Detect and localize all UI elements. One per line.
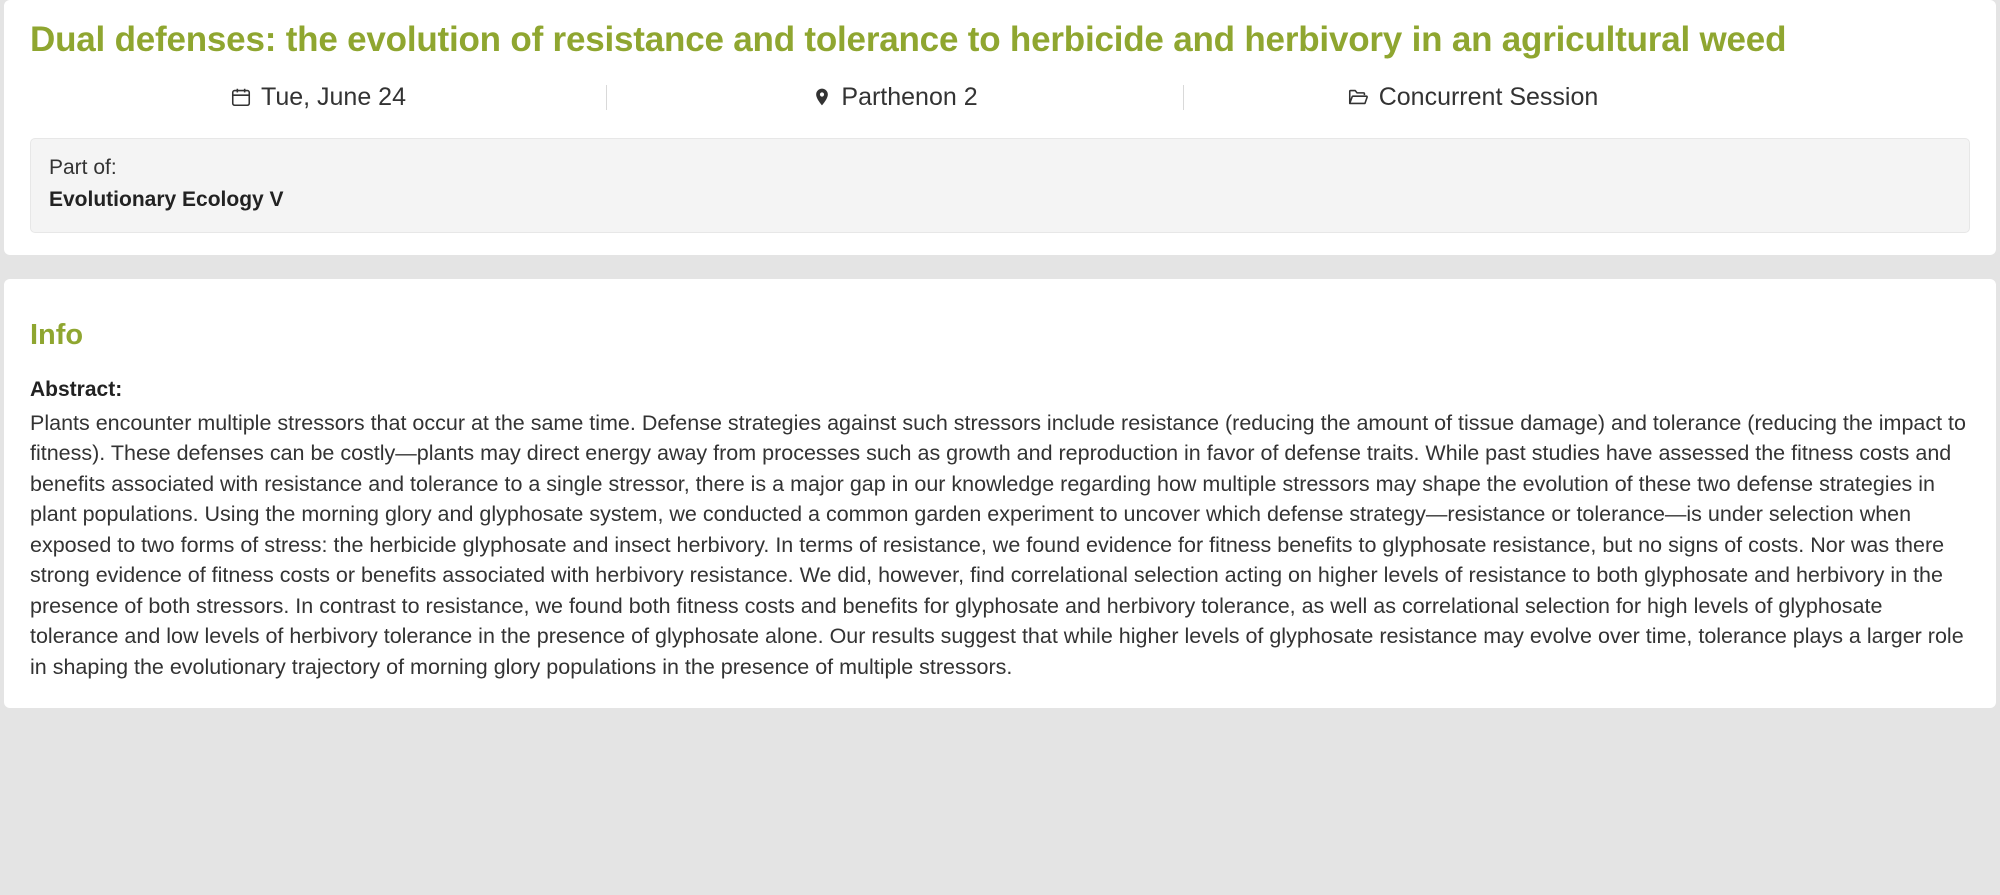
location-pin-icon — [812, 86, 832, 108]
part-of-label: Part of: — [49, 155, 117, 179]
info-card — [4, 279, 1996, 709]
session-date — [30, 83, 606, 112]
card-separator — [0, 255, 2000, 279]
abstract-text: Plants encounter multiple stressors that occur at the same time. Defense strategies against such stressors include resistance (reducing the amount of tissue damage) and tolerance (reducing the impact to fitness). These defenses can be costly—plants may direct energy away from processes such as growth and reproduction in favor of defense traits. While past studies have assessed the fitness costs and benefits associated with resistance and tolerance to a single stressor, there is a major gap in our knowledge regarding how multiple stressors may shape the evolution of these two defense strategies in plant populations. Using the morning glory and glyphosate system, we conducted a common garden experiment to uncover which defense strategy—resistance or tolerance—is under selection when exposed to two forms of stress: the herbicide glyphosate and insect herbivory. In terms of resistance, we found evidence for fitness benefits to glyphosate resistance, but no signs of costs. Nor was there strong evidence of fitness costs or benefits associated with herbivory resistance. We did, however, find correlational selection acting on higher levels of resistance to both glyphosate and herbivory in the presence of both stressors. In contrast to resistance, we found both fitness costs and benefits for glyphosate and herbivory tolerance, as well as correlational selection for high levels of glyphosate tolerance and low levels of herbivory tolerance in the presence of glyphosate alone. Our results suggest that while higher levels of glyphosate resistance may evolve over time, tolerance plays a larger role in shaping the evolutionary trajectory of morning glory populations in the presence of multiple stressors. — [30, 410, 1966, 679]
session-type — [1184, 83, 1760, 112]
page-title: Dual defenses: the evolution of resistance and tolerance to herbicide and herbivory in an agricultural weed — [30, 20, 1787, 59]
part-of-panel — [30, 138, 1970, 233]
abstract-label: Abstract: — [30, 377, 123, 401]
calendar-icon — [230, 86, 252, 108]
session-location-label: Parthenon 2 — [841, 82, 978, 111]
session-location — [607, 83, 1183, 112]
part-of-value: Evolutionary Ecology V — [49, 188, 284, 212]
session-date-label: Tue, June 24 — [260, 82, 406, 111]
session-meta-row — [30, 83, 1760, 112]
folder-open-icon — [1346, 86, 1370, 108]
session-type-label: Concurrent Session — [1378, 82, 1599, 111]
session-header-card — [4, 0, 1996, 255]
info-heading: Info — [30, 318, 84, 351]
